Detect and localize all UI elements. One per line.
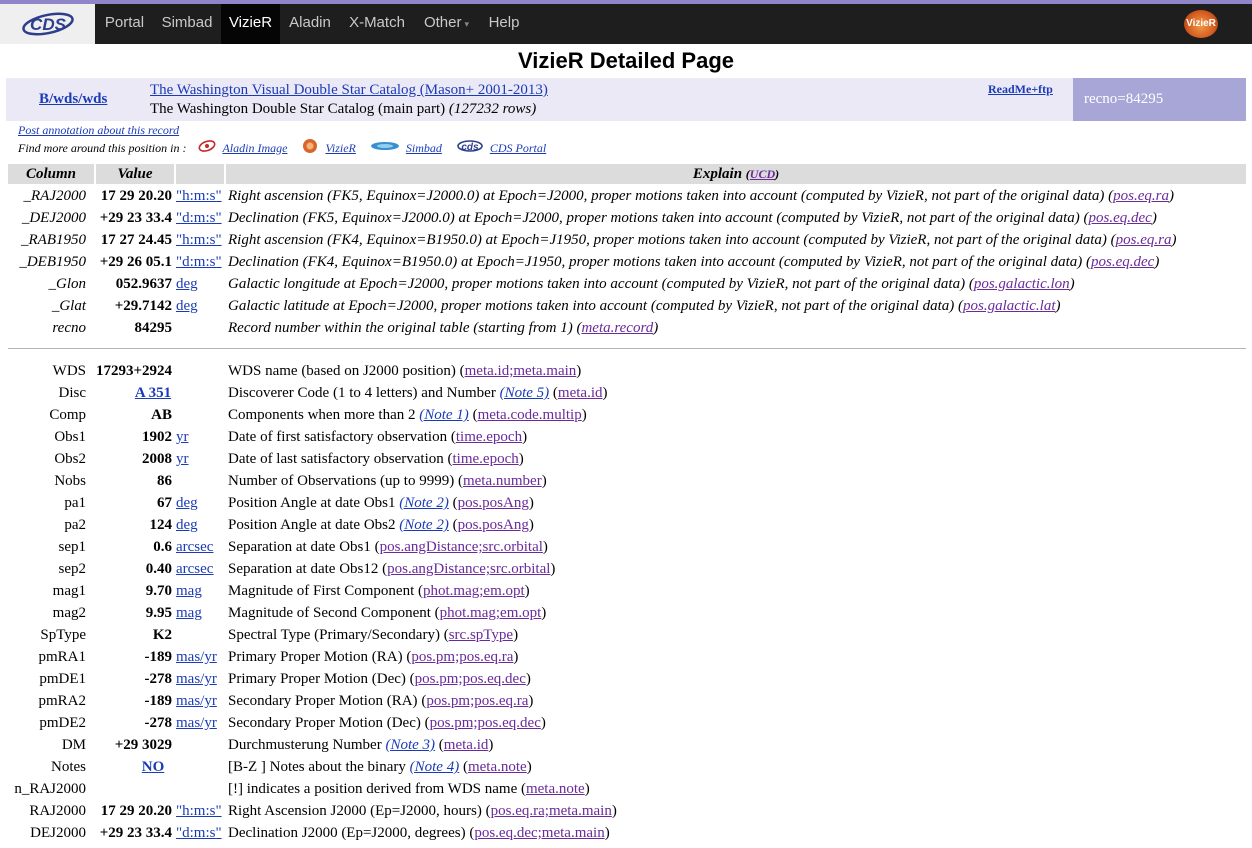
ucd-link[interactable]: pos.pm;pos.eq.dec <box>414 671 526 687</box>
column-value <box>110 382 196 404</box>
explanation-text: Discoverer Code (1 to 4 letters) and Number <box>228 385 500 401</box>
explanation-text: Declination (FK5, Equinox=J2000.0) at Epoch=J2000, proper motions taken into account (computed by VizieR, not part of the original data) <box>228 210 1080 226</box>
column-explanation: Date of first satisfactory observation (time.epoch) <box>228 429 528 445</box>
column-value: 17 29 20.20 <box>100 803 172 819</box>
ucd-link[interactable]: time.epoch <box>455 429 523 445</box>
nav-label: Other <box>423 14 462 31</box>
column-explanation: [B-Z ] Notes about the binary (Note 4) (meta.note) <box>228 759 532 775</box>
column-value: 2008 <box>142 451 172 467</box>
unit-link[interactable]: "h:m:s" <box>176 803 222 819</box>
column-explanation: Galactic latitude at Epoch=J2000, proper motions taken into account (computed by VizieR, not part of the original data) (pos.galactic.lat) <box>228 298 1061 314</box>
column-name: WDS <box>52 363 86 379</box>
ucd-link[interactable]: pos.pm;pos.eq.ra <box>426 693 529 709</box>
explanation-text: Number of Observations (up to 9999) <box>228 473 458 489</box>
column-value <box>110 756 196 778</box>
unit-link[interactable]: mas/yr <box>176 649 217 665</box>
column-name: pa1 <box>64 495 86 511</box>
unit-link[interactable]: mas/yr <box>176 671 217 687</box>
catalog-title-link[interactable]: The Washington Visual Double Star Catalog (Mason+ 2001-2013) <box>150 82 548 98</box>
column-value: 124 <box>149 517 172 533</box>
ucd-link[interactable]: pos.pm;pos.eq.dec <box>429 715 541 731</box>
unit-link[interactable]: mas/yr <box>176 715 217 731</box>
find-more-label: Find more around this position in : <box>18 140 187 155</box>
unit-link[interactable]: yr <box>176 451 189 467</box>
nav-label: Help <box>488 14 520 31</box>
column-name: _Glon <box>48 276 86 292</box>
column-name: _RAB1950 <box>21 232 86 248</box>
explanation-text: Galactic longitude at Epoch=J2000, proper motions taken into account (computed by VizieR, not part of the original data) <box>228 276 966 292</box>
column-value: +29 3029 <box>114 737 172 753</box>
column-name: Obs2 <box>54 451 86 467</box>
column-name: pa2 <box>64 517 86 533</box>
column-name: recno <box>52 320 86 336</box>
ucd-link[interactable]: meta.id;meta.main <box>464 363 577 379</box>
vizier-icon <box>301 138 319 158</box>
explanation-text: [B-Z ] Notes about the binary <box>228 759 410 775</box>
column-value: 17293+2924 <box>95 363 172 379</box>
column-name: mag2 <box>52 605 86 621</box>
ucd-link[interactable]: pos.posAng <box>457 517 529 533</box>
svg-text:CDS: CDS <box>29 15 66 34</box>
column-name: Comp <box>49 407 86 423</box>
column-name: pmDE2 <box>39 715 86 731</box>
explanation-text: Declination (FK4, Equinox=B1950.0) at Epoch=J1950, proper motions taken into account (computed by VizieR, not part of the original data) <box>228 254 1083 270</box>
explanation-text: [!] indicates a position derived from WDS name <box>228 781 521 797</box>
explanation-text: Durchmusterung Number <box>228 737 386 753</box>
column-header <box>8 164 94 184</box>
explanation-text: Secondary Proper Motion (RA) <box>228 693 422 709</box>
column-explanation: Primary Proper Motion (RA) (pos.pm;pos.eq.ra) <box>228 649 519 665</box>
ucd-link[interactable]: pos.pm;pos.eq.ra <box>411 649 514 665</box>
unit-link[interactable]: "h:m:s" <box>176 232 222 248</box>
nav-simbad[interactable] <box>153 4 221 44</box>
value-header-label: Value <box>117 166 153 182</box>
value-link[interactable]: NO <box>141 759 165 775</box>
column-name: Nobs <box>54 473 86 489</box>
column-explanation: Spectral Type (Primary/Secondary) (src.spType) <box>228 627 519 643</box>
column-value: -278 <box>144 715 172 731</box>
column-value: -189 <box>144 649 172 665</box>
column-value: 0.40 <box>145 561 172 577</box>
nav-aladin[interactable] <box>280 4 340 44</box>
column-explanation: Secondary Proper Motion (Dec) (pos.pm;pos.eq.dec) <box>228 715 546 731</box>
column-explanation: Position Angle at date Obs2 (Note 2) (pos.posAng) <box>228 517 534 533</box>
column-value: 17 27 24.45 <box>100 232 172 248</box>
recno-badge: recno=84295 <box>1073 78 1246 121</box>
explanation-text: Right ascension (FK5, Equinox=J2000.0) at Epoch=J2000, proper motions taken into account (computed by VizieR, not part of the original data) <box>228 188 1105 204</box>
explanation-text: Magnitude of Second Component <box>228 605 435 621</box>
nav-label: VizieR <box>228 14 273 31</box>
column-name: sep2 <box>58 561 86 577</box>
nav-label: Portal <box>104 14 145 31</box>
column-name: Disc <box>58 385 86 401</box>
cds-logo[interactable] <box>0 4 95 44</box>
aladin-icon <box>198 140 216 156</box>
column-name: n_RAJ2000 <box>14 781 86 797</box>
ucd-link[interactable]: pos.eq.dec <box>1088 210 1152 226</box>
catalog-table-name: The Washington Double Star Catalog (main part) <box>150 101 449 117</box>
ucd-link[interactable]: pos.galactic.lat <box>963 298 1056 314</box>
section-divider <box>8 348 1246 349</box>
value-header <box>96 164 174 184</box>
unit-link[interactable]: "d:m:s" <box>176 254 222 270</box>
ucd-link[interactable]: pos.eq.ra <box>1113 188 1169 204</box>
column-explanation: Number of Observations (up to 9999) (meta.number) <box>228 473 547 489</box>
explanation-text: Separation at date Obs1 <box>228 539 375 555</box>
unit-link[interactable]: arcsec <box>176 539 214 555</box>
note-link[interactable]: (Note 1) <box>419 407 469 423</box>
explanation-text: Date of last satisfactory observation <box>228 451 448 467</box>
unit-link[interactable]: "h:m:s" <box>176 188 222 204</box>
column-value: 9.95 <box>145 605 172 621</box>
vizier-logo-icon[interactable]: VizieR <box>1184 10 1218 38</box>
column-value: 9.70 <box>145 583 172 599</box>
column-value: -189 <box>144 693 172 709</box>
column-explanation: Magnitude of First Component (phot.mag;em.opt) <box>228 583 530 599</box>
ucd-link[interactable]: meta.note <box>525 781 585 797</box>
explanation-text: Galactic latitude at Epoch=J2000, proper motions taken into account (computed by VizieR, not part of the original data) <box>228 298 955 314</box>
ucd-link[interactable]: pos.angDistance;src.orbital <box>387 561 551 577</box>
explanation-text: Right Ascension J2000 (Ep=J2000, hours) <box>228 803 486 819</box>
column-explanation: Magnitude of Second Component (phot.mag;em.opt) <box>228 605 547 621</box>
nav-label: Aladin <box>289 14 331 31</box>
note-link[interactable]: (Note 4) <box>409 759 460 775</box>
column-name: sep1 <box>58 539 86 555</box>
cds-portal-icon <box>456 139 484 157</box>
catalog-id-link[interactable]: B/wds/wds <box>39 91 108 107</box>
ucd-link[interactable]: pos.galactic.lon <box>973 276 1070 292</box>
explanation-text: Primary Proper Motion (RA) <box>228 649 407 665</box>
column-explanation: Declination (FK4, Equinox=B1950.0) at Epoch=J1950, proper motions taken into account (computed by VizieR, not part of the original data) (pos.eq.dec) <box>228 254 1160 270</box>
explanation-text: Date of first satisfactory observation <box>228 429 451 445</box>
post-annotation-link[interactable]: Post annotation about this record <box>18 123 180 137</box>
column-name: _RAJ2000 <box>23 188 86 204</box>
nav-vizier[interactable] <box>221 4 280 44</box>
unit-link[interactable]: yr <box>176 429 189 445</box>
column-name: pmDE1 <box>39 671 86 687</box>
ucd-link[interactable]: meta.code.multip <box>477 407 582 423</box>
column-value: 0.6 <box>153 539 172 555</box>
column-explanation: Declination (FK5, Equinox=J2000.0) at Epoch=J2000, proper motions taken into account (computed by VizieR, not part of the original data) (pos.eq.dec) <box>228 210 1157 226</box>
explanation-text: Right ascension (FK4, Equinox=B1950.0) at Epoch=J1950, proper motions taken into account (computed by VizieR, not part of the original data) <box>228 232 1107 248</box>
explanation-text: Position Angle at date Obs1 <box>228 495 400 511</box>
column-name: _Glat <box>51 298 86 314</box>
column-header-label: Column <box>25 166 77 182</box>
ucd-link[interactable]: meta.id <box>443 737 489 753</box>
chevron-down-icon: ▾ <box>464 19 470 29</box>
column-name: DM <box>61 737 86 753</box>
column-value: 1902 <box>142 429 172 445</box>
column-explanation: [!] indicates a position derived from WDS name (meta.note) <box>228 781 590 797</box>
ucd-link[interactable]: meta.number <box>462 473 542 489</box>
unit-link[interactable]: mag <box>176 583 202 599</box>
simbad-link[interactable]: Simbad <box>405 140 442 155</box>
simbad-icon <box>370 140 400 156</box>
column-explanation: Separation at date Obs12 (pos.angDistance;src.orbital) <box>228 561 556 577</box>
column-name: DEJ2000 <box>30 825 86 841</box>
ucd-link[interactable]: time.epoch <box>452 451 519 467</box>
ucd-link[interactable]: meta.record <box>581 320 654 336</box>
column-value: 86 <box>157 473 172 489</box>
ucd-header-link[interactable]: UCD <box>749 167 776 181</box>
unit-link[interactable]: deg <box>176 276 198 292</box>
unit-link[interactable]: "d:m:s" <box>176 825 222 841</box>
column-value: 84295 <box>134 320 172 336</box>
column-explanation: Right ascension (FK4, Equinox=B1950.0) at Epoch=J1950, proper motions taken into account (computed by VizieR, not part of the original data) (pos.eq.ra) <box>228 232 1177 248</box>
column-name: _DEB1950 <box>19 254 86 270</box>
unit-link[interactable]: "d:m:s" <box>176 210 222 226</box>
nav-portal[interactable] <box>96 4 153 44</box>
column-explanation: Galactic longitude at Epoch=J2000, proper motions taken into account (computed by VizieR, not part of the original data) (pos.galactic.lon) <box>228 276 1075 292</box>
ucd-link[interactable]: pos.eq.ra <box>1115 232 1172 248</box>
unit-link[interactable]: mag <box>176 605 202 621</box>
column-explanation: Durchmusterung Number (Note 3) (meta.id) <box>228 737 494 753</box>
column-value: AB <box>151 407 172 423</box>
explanation-text: Secondary Proper Motion (Dec) <box>228 715 425 731</box>
explanation-text: Primary Proper Motion (Dec) <box>228 671 410 687</box>
unit-link[interactable]: deg <box>176 298 198 314</box>
ucd-link[interactable]: phot.mag;em.opt <box>439 605 542 621</box>
column-name: pmRA2 <box>38 693 86 709</box>
unit-link[interactable]: arcsec <box>176 561 214 577</box>
column-value: 67 <box>157 495 172 511</box>
catalog-row-count: (127232 rows) <box>448 101 537 117</box>
ucd-link[interactable]: pos.angDistance;src.orbital <box>379 539 543 555</box>
ucd-link[interactable]: pos.eq.dec;meta.main <box>474 825 605 841</box>
column-name: _DEJ2000 <box>21 210 86 226</box>
column-name: Obs1 <box>54 429 86 445</box>
catalog-header <box>6 78 1246 121</box>
column-explanation: Separation at date Obs1 (pos.angDistance;src.orbital) <box>228 539 548 555</box>
explain-header: Explain (UCD) <box>226 164 1246 184</box>
note-link[interactable]: (Note 2) <box>399 517 449 533</box>
nav-x-match[interactable] <box>340 4 414 44</box>
column-value: K2 <box>152 627 172 643</box>
nav-label: X-Match <box>349 14 405 31</box>
explanation-text: Position Angle at date Obs2 <box>228 517 400 533</box>
unit-link[interactable]: deg <box>176 495 198 511</box>
page-title: VizieR Detailed Page <box>517 48 734 73</box>
vizier-link[interactable]: VizieR <box>325 140 356 155</box>
column-explanation: Right Ascension J2000 (Ep=J2000, hours) (pos.eq.ra;meta.main) <box>228 803 617 819</box>
note-link[interactable]: (Note 5) <box>499 385 550 401</box>
nav-other[interactable] <box>414 4 479 44</box>
nav-label: Simbad <box>161 14 213 31</box>
explain-header-label: Explain <box>692 166 743 182</box>
column-name: mag1 <box>52 583 86 599</box>
unit-header <box>176 164 224 184</box>
column-value: +29.7142 <box>114 298 172 314</box>
svg-text:cds: cds <box>461 142 479 153</box>
column-value: -278 <box>144 671 172 687</box>
explanation-text: Separation at date Obs12 <box>228 561 383 577</box>
ucd-link[interactable]: src.spType <box>448 627 514 643</box>
find-more-bar <box>18 138 546 158</box>
column-name: Notes <box>51 759 86 775</box>
column-value: 052.9637 <box>115 276 172 292</box>
unit-link[interactable]: deg <box>176 517 198 533</box>
column-explanation: Record number within the original table (starting from 1) (meta.record) <box>228 320 659 336</box>
column-explanation: Date of last satisfactory observation (time.epoch) <box>228 451 524 467</box>
column-value: +29 26 05.1 <box>99 254 172 270</box>
column-explanation: Right ascension (FK5, Equinox=J2000.0) at Epoch=J2000, proper motions taken into account (computed by VizieR, not part of the original data) (pos.eq.ra) <box>228 188 1174 204</box>
ucd-link[interactable]: pos.eq.ra;meta.main <box>490 803 612 819</box>
aladin-image-link[interactable]: Aladin Image <box>222 140 288 155</box>
cds-portal-link[interactable]: CDS Portal <box>489 140 547 155</box>
unit-link[interactable]: mas/yr <box>176 693 217 709</box>
ucd-link[interactable]: meta.id <box>557 385 603 401</box>
column-explanation: Components when more than 2 (Note 1) (meta.code.multip) <box>228 407 587 423</box>
ucd-link[interactable]: meta.note <box>467 759 527 775</box>
note-link[interactable]: (Note 2) <box>399 495 449 511</box>
top-navbar <box>0 0 1252 44</box>
column-explanation: WDS name (based on J2000 position) (meta.id;meta.main) <box>228 363 582 379</box>
column-name: pmRA1 <box>38 649 86 665</box>
ucd-link[interactable]: pos.posAng <box>457 495 529 511</box>
column-explanation: Declination J2000 (Ep=J2000, degrees) (pos.eq.dec;meta.main) <box>228 825 610 841</box>
column-name: SpType <box>40 627 86 643</box>
column-value: 17 29 20.20 <box>100 188 172 204</box>
explanation-text: Record number within the original table (starting from 1) <box>228 320 573 336</box>
nav-help[interactable] <box>479 4 529 44</box>
column-explanation: Secondary Proper Motion (RA) (pos.pm;pos.eq.ra) <box>228 693 534 709</box>
column-explanation: Position Angle at date Obs1 (Note 2) (pos.posAng) <box>228 495 534 511</box>
explanation-text: Components when more than 2 <box>228 407 420 423</box>
explanation-text: Declination J2000 (Ep=J2000, degrees) <box>228 825 470 841</box>
column-explanation: Primary Proper Motion (Dec) (pos.pm;pos.eq.dec) <box>228 671 531 687</box>
cds-logo-icon <box>20 10 76 38</box>
column-value: +29 23 33.4 <box>99 210 172 226</box>
readme-ftp-link[interactable]: ReadMe+ftp <box>988 82 1053 96</box>
ucd-link[interactable]: pos.eq.dec <box>1091 254 1155 270</box>
table-header <box>8 164 1246 184</box>
explanation-text: WDS name (based on J2000 position) <box>228 363 460 379</box>
note-link[interactable]: (Note 3) <box>385 737 436 753</box>
column-name: RAJ2000 <box>29 803 86 819</box>
explanation-text: Spectral Type (Primary/Secondary) <box>228 627 444 643</box>
value-link[interactable]: A 351 <box>134 385 172 401</box>
ucd-link[interactable]: phot.mag;em.opt <box>423 583 525 599</box>
column-explanation: Discoverer Code (1 to 4 letters) and Number (Note 5) (meta.id) <box>228 385 608 401</box>
column-value: +29 23 33.4 <box>99 825 172 841</box>
explanation-text: Magnitude of First Component <box>228 583 418 599</box>
catalog-subtitle <box>150 101 536 118</box>
